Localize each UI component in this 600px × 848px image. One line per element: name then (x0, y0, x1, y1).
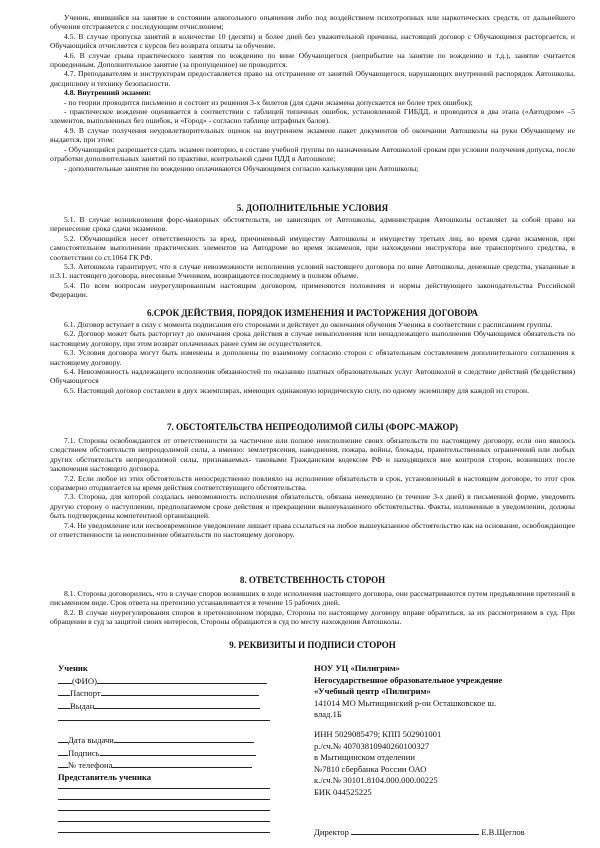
blank-line[interactable] (58, 831, 270, 833)
paragraph: 8.1. Стороны договорились, что в случае споров возникших в ходе исполнения настоящего договора, они рассматриваются путем предъявления претензий в письменном виде. Срок ответа на претензию устанавливается в течение 15 рабочих дней. (50, 589, 575, 608)
blank-line[interactable] (58, 798, 270, 800)
section-7-heading: 7. ОБСТОЯТЕЛЬСТВА НЕПРЕОДОЛИМОЙ СИЛЫ (ФОРС-МАЖОР) (167, 422, 458, 432)
school-inn: ИНН 5029085479; КПП 502901001 (314, 728, 442, 739)
director-label: Директор (314, 827, 349, 837)
paragraph: 6.3. Условия договора могут быть изменены и дополнены по взаимному согласию сторон с обязательным составлением дополнительного соглашения к настоящему договору. (50, 348, 575, 367)
paragraph: 4.6. В случае срыва практического занятия по вождению по вине Обучающегося (неприбытие на занятие по вождению и т.д.), занятие считается проведенным. Дополнительное занятие (за пропущенное) не проводится. (50, 50, 575, 70)
blank-line[interactable] (58, 712, 280, 725)
blank-line[interactable] (58, 787, 270, 789)
section-9-heading: 9. РЕКВИЗИТЫ И ПОДПИСИ СТОРОН (229, 640, 396, 650)
student-requisites (58, 663, 280, 783)
paragraph: 5.1. В случае возникновения форс-мажорных обстоятельств, не зависящих от Автошколы, администрация Автошколы оставляет за собой право на перенесение срока сдачи экзаменов. (50, 215, 575, 234)
paragraph: 5.3. Автошкола гарантирует, что в случае невозможности исполнения условий настоящего договора по вине Автошколы, денежные средства, указанные в п.3.1. настоящего договора, внесенные Учеником, возвращаются последнему в полном объеме. (50, 262, 575, 281)
paragraph: - практическое вождение оценивается в соответствии с таблицей типичных ошибок, установленной ГИБДД, и проводится в два этапа («Автодром» –5 элементов, выполненных без ошибок, и «Город» - согласно таблице штрафных балов). (50, 107, 575, 126)
director-signature (314, 826, 584, 839)
blank-line[interactable] (58, 809, 270, 811)
director-name: Е.В.Щеглов (481, 827, 525, 837)
paragraph: 7.4. Не уведомление или несвоевременное уведомление лишает права ссылаться на любое вышеуказанное обстоятельство как на основание, освобождающее от ответственности за неисполнение обязательств по настоящему договору. (50, 520, 575, 540)
school-address: 141014 МО Мытищинский р-он Осташковское ш. (314, 697, 497, 708)
section-8-heading: 8. ОТВЕТСТВЕННОСТЬ СТОРОН (239, 575, 386, 585)
phone-field[interactable]: № телефона (58, 759, 280, 772)
paragraph: Ученик, явившийся на занятие в состоянии алкогольного опьянения либо под воздействием психотропных или наркотических средств, от дальнейшего обучения отстраняется с последующим отчислением; (50, 13, 575, 32)
paragraph: 4.5. В случае пропуска занятий в количестве 10 (десяти) и более дней без уважительной причины, настоящий договор с Обучающимся расторгается, и Обучающийся отчисляется с курсов без возврата оплаты за обучение. (50, 31, 575, 51)
paragraph: 6.4. Невозможность надлежащего исполнения обязанностей по оказанию платных образовательных услуг Автошколой в следствие действий (бездействия) Обучающегося (50, 367, 575, 386)
paragraph-heading: 4.8. Внутренний экзамен: (64, 88, 152, 98)
paragraph: 7.2. Если любое из этих обстоятельств непосредственно повлияло на исполнение обязательств в срок, установленный в настоящем договоре, то этот срок соразмерно отодвигается на время действия соответствующего обстоятельства. (50, 473, 575, 493)
paragraph: 4.9. В случае получения неудовлетворительных оценок на внутреннем экзамене пакет документов об окончании Автошколы на руки Обучающему не выдается, при этом: (50, 125, 575, 145)
paragraph: - дополнительные занятия по вождению оплачиваются Обучающимся согласно калькуляции цен Автошколы; (64, 163, 419, 173)
section-8 (50, 589, 575, 627)
school-corr-account: к./сч.№ 30101.8104.000.000.00225 (314, 775, 438, 786)
section-6-heading: 6.СРОК ДЕЙСТВИЯ, ПОРЯДОК ИЗМЕНЕНИЯ И РАСТОРЖЕНИЯ ДОГОВОРА (146, 308, 479, 318)
section-4-continued (50, 13, 575, 173)
paragraph: 4.7. Преподавателям и инструкторам предоставляется право на отстранение от занятий Обучающегося, нарушающих внутренний распорядок Автошколы, дисциплину и технику безопасности. (50, 69, 575, 88)
section-7 (50, 436, 575, 539)
school-name: НОУ УЦ «Пилигрим» (314, 663, 400, 673)
school-type: Негосударственное образовательное учреждение (314, 674, 503, 685)
paragraph: 6.1. Договор вступает в силу с момента подписания его сторонами и действует до окончания обучения Ученика в соответствии с расписанием группы. (64, 320, 553, 329)
paragraph: 7.1. Стороны освобождаются от ответственности за частичное или полное неисполнение своих обязательств по настоящему договору, если оно явилось следствием обстоятельств непреодолимой силы, а именно: землетрясения, наводнения, пожара, войны, блокады, правительственных ограничений или любых других обстоятельств непреодолимой силы, признаваемых- таковыми Гражданским кодексом РФ и находящихся вне контроля сторон, возникших после заключения настоящего договора. (50, 436, 575, 474)
paragraph: 6.2. Договор может быть расторгнут до окончания срока действия в случае невыполнения или ненадлежащего выполнения Обучающимся обязательств по настоящему договору, при этом возврат оплаченных ранее сумм не осуществляется. (50, 329, 575, 348)
issued-field[interactable]: Выдан (58, 700, 280, 713)
student-title: Ученик (58, 663, 88, 673)
school-bank-branch: №7810 сбербанка России ОАО (314, 763, 427, 774)
paragraph: 5.2. Обучающийся несет ответственность за вред, причиненный имуществу Автошколы и имуществу третьих лиц, во время сдачи экзаменов, при самостоятельном выполнении практических элементов на Автодроме во время экзаменов, при нахождении инструктора вне транспортного средства, в соответствии со ст.1064 ГК РФ. (50, 233, 575, 262)
paragraph: - по теории проводится письменно и состоит из решения 3-х билетов (для сдачи экзамена допускается не более трех ошибок); (64, 97, 473, 107)
paragraph: - Обучающийся разрешается сдать экзамен повторно, в составе учебной группы по назначенным Автошколой срокам при условии получения допуска, после отработки дополнительных занятий по практике, контрольной сдачи ПДД в Автошколе; (50, 144, 575, 164)
school-bank: в Мытищинском отделении (314, 752, 415, 763)
school-full-name: «Учебный центр «Пилигрим» (314, 686, 431, 697)
school-requisites (314, 663, 584, 799)
fio-field[interactable]: (ФИО) (58, 675, 280, 688)
director-signature-line[interactable] (351, 826, 479, 835)
section-5 (50, 215, 575, 300)
school-account: р./сч.№ 40703810940260100327 (314, 740, 430, 751)
passport-field[interactable]: Паспорт (58, 687, 280, 700)
blank-line[interactable] (58, 820, 270, 822)
issue-date-field[interactable]: Дата выдачи (58, 734, 280, 747)
school-bik: БИК 044525225 (314, 786, 372, 797)
section-5-heading: 5. ДОПОЛНИТЕЛЬНЫЕ УСЛОВИЯ (236, 203, 389, 213)
school-address-2: влад.1Б (314, 709, 342, 720)
paragraph: 7.3. Сторона, для которой создалась невозможность исполнения обязательств, обязана немедленно (в течение 3-х дней) в письменной форме, уведомить другую сторону о наступлении, предполагаемом сроке действия и прекращении вышеуказанного обстоятельства. Факты, изложенные в уведомлении, должны быть подтверждены компетентной организацией. (50, 492, 575, 521)
student-representative: Представитель ученика (58, 771, 152, 782)
section-6 (50, 320, 575, 395)
paragraph: 5.4. По всем вопросам неурегулированным настоящим договором, применяются положения и нормы действующего законодательства Российской Федерации. (50, 280, 575, 300)
signature-field[interactable]: Подпись (58, 747, 280, 760)
paragraph: 6.5. Настоящий договор составлен в двух экземплярах, имеющих одинаковую юридическую силу, по одному экземпляру для каждой из сторон. (64, 385, 529, 395)
paragraph: 8.2. В случае неурегулирования споров в претензионном порядке, Стороны по настоящему договору вправе обратиться, за их рассмотрением в суд. При обращении в суд за защитой своих интересов, Стороны обращаются в суд по месту нахождения Автошколы. (50, 607, 575, 627)
